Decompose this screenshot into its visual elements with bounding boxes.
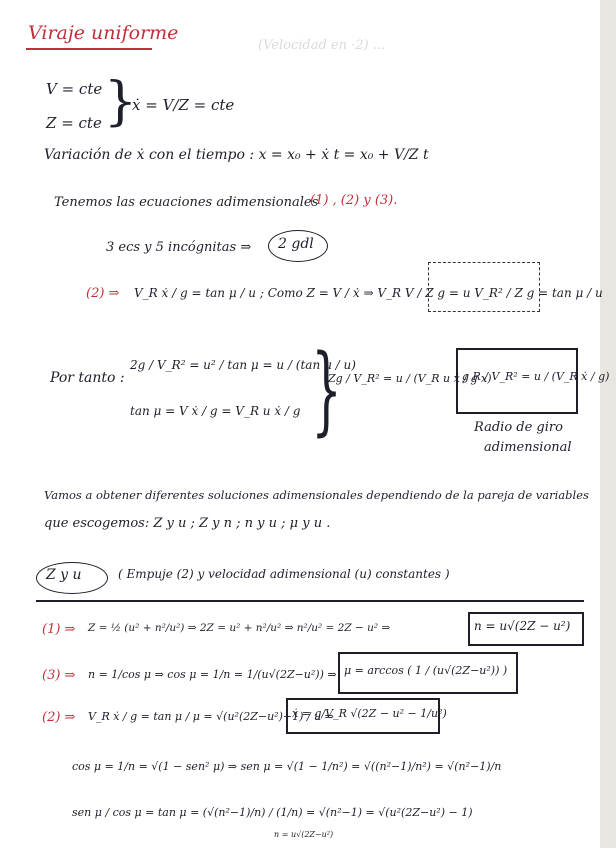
vamos-line-1: Vamos a obtener diferentes soluciones adimensionales dependiendo de la pareja de variables: [44, 488, 589, 502]
eq2b-box-text: ẋ = g/V_R √(2Z − u² − 1/u²): [292, 707, 447, 720]
portanto-eq2: tan μ = V ẋ / g = V_R u ẋ / g: [130, 404, 301, 418]
portanto-label: Por tanto :: [50, 370, 125, 386]
right-brace: }: [104, 72, 138, 132]
section-oval-text: Z y u: [46, 567, 82, 583]
radius-label-1: Radio de giro: [474, 420, 563, 435]
def-v: V = cte: [46, 80, 103, 98]
eq3-box-text: μ = arccos ( 1 / (u√(2Z−u²)) ): [344, 664, 508, 677]
eq2b-line: V_R ẋ / g = tan μ / μ = √(u²(2Z−u²)−1) / u ⇒: [88, 710, 334, 723]
eq2-dashed-box: [428, 262, 540, 312]
cos-line: cos μ = 1/n = √(1 − sen² μ) ⇒ sen μ = √(1 − 1/n²) = √((n²−1)/n²) = √(n²−1)/n: [72, 760, 502, 773]
section-title: ( Empuje (2) y velocidad adimensional (u) constantes ): [118, 567, 450, 581]
radius-label-2: adimensional: [484, 440, 572, 455]
tan-note: n = u√(2Z−u²): [274, 830, 334, 839]
tan-line: sen μ / cos μ = tan μ = (√(n²−1)/n) / (1/n) = √(n²−1) = √(u²(2Z−u²) − 1): [72, 806, 473, 819]
dof-oval-text: 2 gdl: [278, 236, 314, 252]
eq1-box-text: n = u√(2Z − u²): [474, 619, 571, 633]
eq3-line: n = 1/cos μ ⇒ cos μ = 1/n = 1/(u√(2Z−u²)) ⇒: [88, 668, 337, 681]
eq2b-label: (2) ⇒: [42, 710, 76, 725]
section-underline: [36, 600, 584, 602]
faint-header: (Velocidad en ·2) ...: [258, 38, 386, 53]
variation-line: Variación de ẋ con el tiempo : x = x₀ + ẋ t = x₀ + V/Z t: [44, 147, 429, 163]
portanto-eq3: Zg / V_R² = u / (V_R u ẋ / g x): [328, 372, 492, 385]
eq2-line: V_R ẋ / g = tan μ / u ; Como Z = V / ẋ ⇒ V_R V / Z g = u V_R² / Z g = tan μ / u: [134, 286, 603, 300]
def-result: ẋ = V/Z = cte: [132, 96, 235, 114]
title-underline: [26, 48, 152, 50]
eq1-line: Z = ½ (u² + n²/u²) ⇒ 2Z = u² + n²/u² ⇒ n²/u² = 2Z − u² ⇒: [88, 622, 391, 634]
page-title: Viraje uniforme: [28, 22, 179, 44]
eq3-label: (3) ⇒: [42, 668, 76, 683]
radius-box-text: g R / V_R² = u / (V_R ẋ / g): [462, 370, 610, 383]
tenemos-text: Tenemos las ecuaciones adimensionales: [54, 195, 319, 210]
def-z: Z = cte: [46, 114, 102, 132]
dof-line: 3 ecs y 5 incógnitas ⇒: [106, 240, 252, 255]
portanto-eq1: 2g / V_R² = u² / tan μ = u / (tan μ / u): [130, 358, 356, 372]
eq1-label: (1) ⇒: [42, 622, 76, 637]
tenemos-refs: (1) , (2) y (3).: [310, 193, 398, 208]
eq2-label: (2) ⇒: [86, 286, 120, 301]
vamos-line-2: que escogemos: Z y u ; Z y n ; n y u ; μ y u .: [44, 516, 331, 531]
portanto-brace: }: [311, 334, 342, 446]
page-edge: [600, 0, 616, 848]
